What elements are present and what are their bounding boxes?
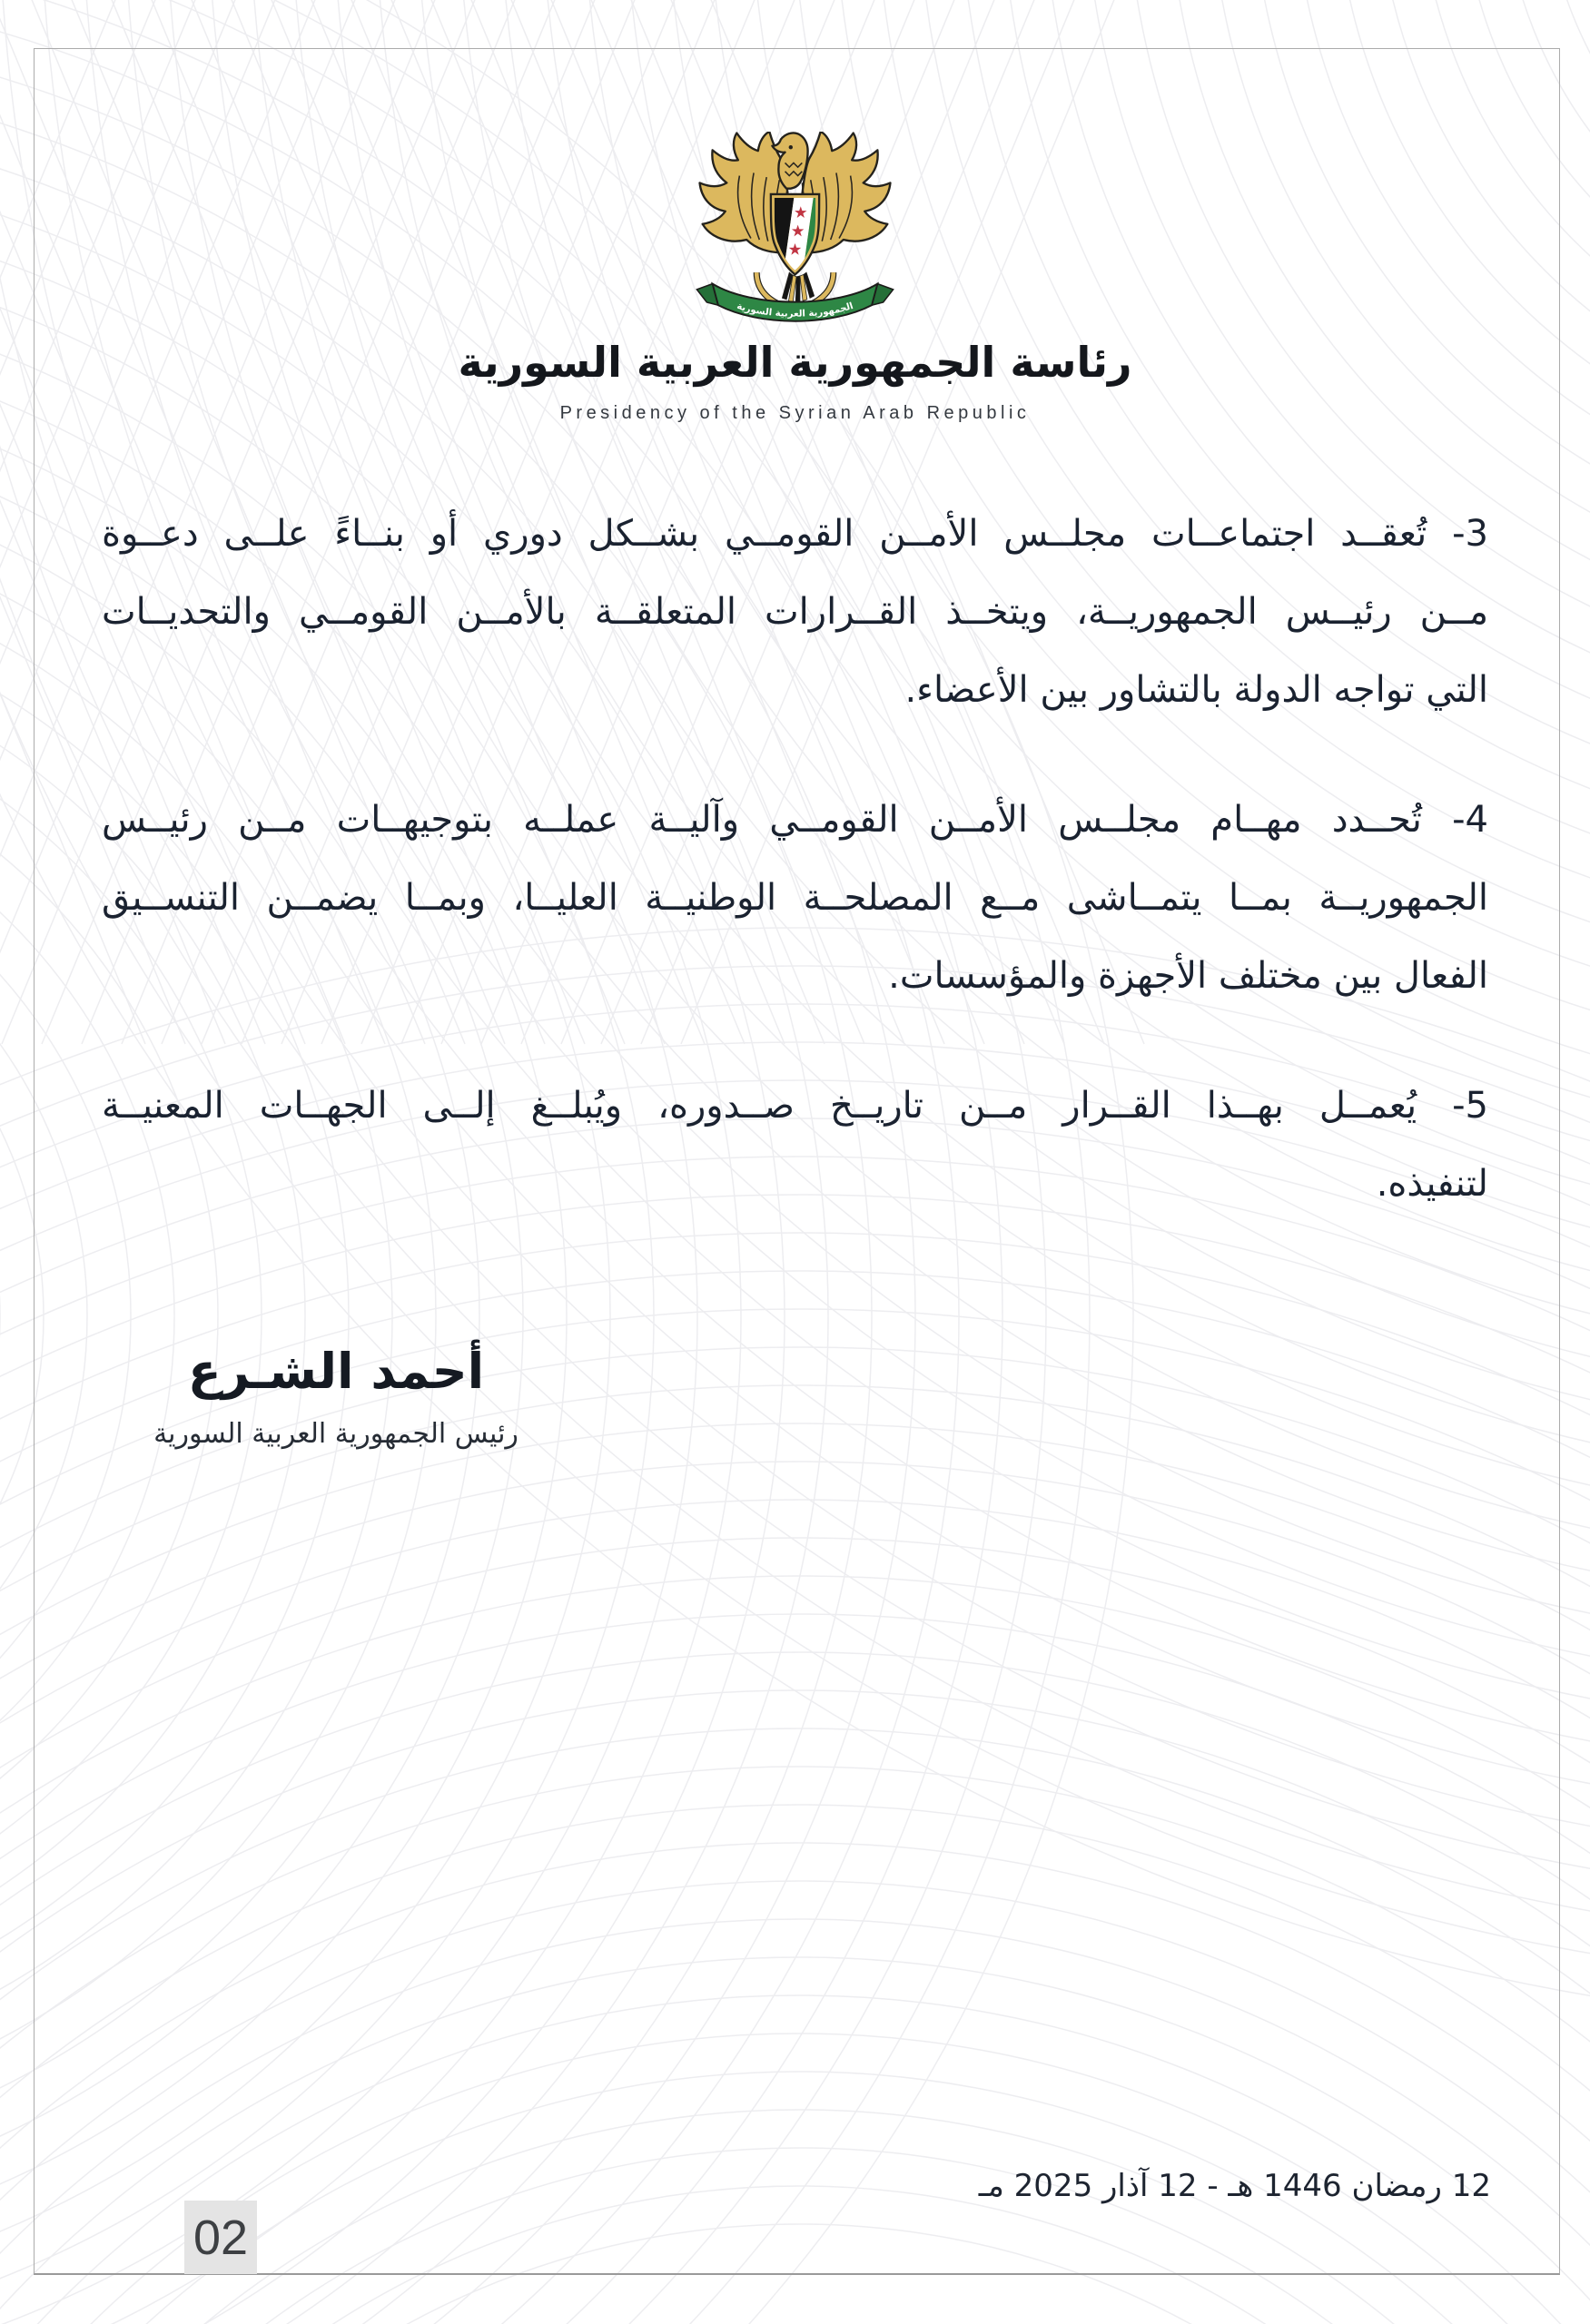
page-title: رئاسة الجمهورية العربية السورية <box>458 338 1132 387</box>
clause-4 <box>102 781 1488 1015</box>
paragraph-line: لتنفيذه. <box>1376 1163 1488 1205</box>
document-body <box>102 495 1488 1275</box>
signature-name: أحمد الشـرع <box>187 1343 485 1400</box>
tail-feathers <box>782 272 814 302</box>
signature-role: رئيس الجمهورية العربية السورية <box>153 1418 518 1450</box>
paragraph-line: التي تواجه الدولة بالتشاور بين الأعضاء. <box>904 669 1488 711</box>
page-number-badge: 02 <box>184 2201 257 2274</box>
page-subtitle: Presidency of the Syrian Arab Republic <box>559 403 1031 423</box>
paragraph-line: مــن رئيــس الجمهوريــة، ويتخــذ القــرارات المتعلقــة بالأمــن القومــي والتحديــات <box>102 591 1488 633</box>
paragraph-line: الفعال بين مختلف الأجهزة والمؤسسات. <box>888 955 1488 997</box>
clause-3 <box>102 495 1488 729</box>
paragraph-line: الجمهوريــة بمــا يتمــاشى مــع المصلحــة الوطنيــة العليــا، وبمــا يضمــن التنســيق <box>102 877 1488 919</box>
emblem-banner-text: الجمهورية العربية السورية <box>735 300 855 320</box>
paragraph-line: 5- يُعمــل بهــذا القــرار مــن تاريــخ صــدوره، ويُبلــغ إلــى الجهــات المعنيــة <box>102 1085 1488 1127</box>
footer-date: 12 رمضان 1446 هـ - 12 آذار 2025 مـ <box>978 2168 1491 2204</box>
paragraph-line: 3- تُعقــد اجتماعــات مجلــس الأمــن القومــي بشــكل دوري أو بنــاءً علــى دعــوة <box>102 513 1488 555</box>
signature-block <box>100 1340 572 1458</box>
syrian-eagle-emblem-icon <box>688 132 902 338</box>
eagle-eye <box>789 145 793 149</box>
clause-5 <box>102 1067 1488 1223</box>
paragraph-line: 4- تُحــدد مهــام مجلــس الأمــن القومــي وآليــة عملــه بتوجيهــات مــن رئيــس <box>102 799 1488 841</box>
